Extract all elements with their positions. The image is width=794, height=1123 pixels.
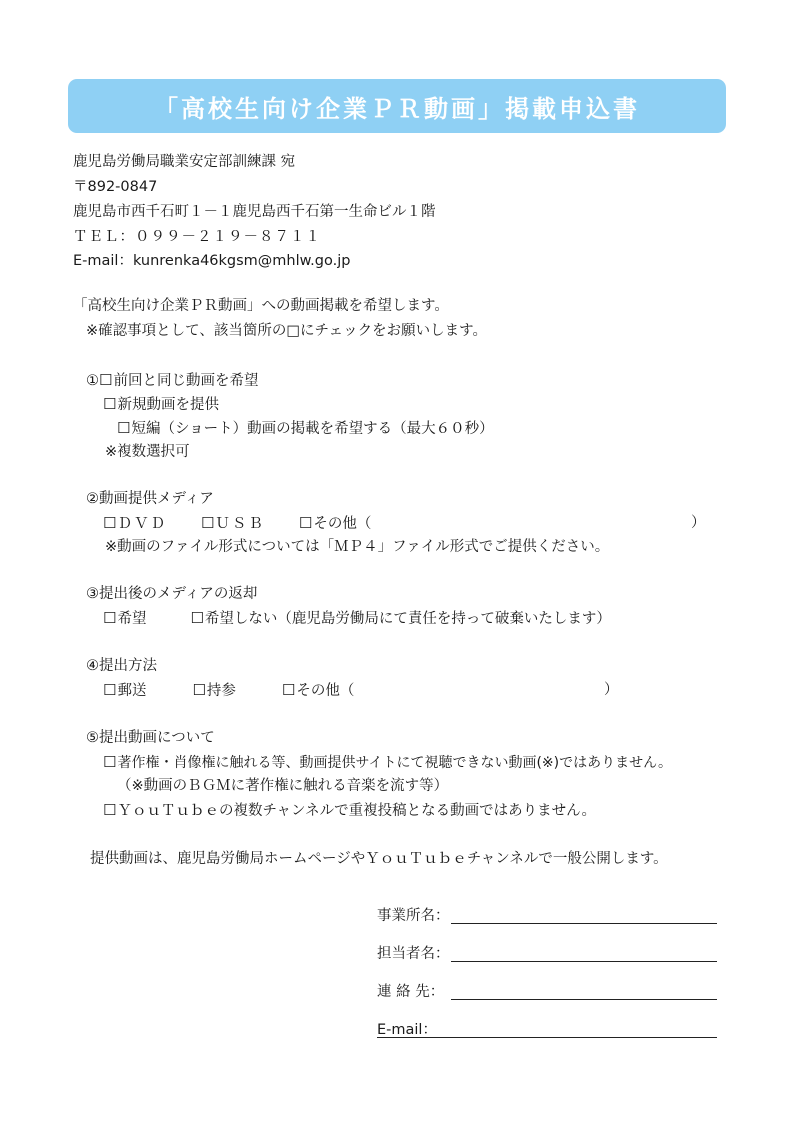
checkbox-icon[interactable]: ☐ (99, 371, 113, 389)
option-label: 郵送 (117, 683, 147, 699)
section2-options (103, 514, 371, 533)
company-name-line (451, 923, 717, 924)
checkbox-icon[interactable]: ☐ (103, 395, 117, 413)
checkbox-icon[interactable]: ☐ (117, 419, 131, 437)
option-other[interactable] (282, 683, 354, 699)
option-label: ＵＳＢ (215, 516, 265, 532)
street-address: 鹿児島市西千石町１－１鹿児島西千石第一生命ビル１階 (73, 204, 436, 220)
section3-options (103, 609, 611, 628)
option-usb[interactable] (201, 516, 265, 532)
section2-heading: ②動画提供メディア (86, 491, 214, 507)
option-label: その他（ (313, 516, 372, 532)
option-label: 希望しない（鹿児島労働局にて責任を持って破棄いたします） (204, 611, 611, 627)
option-mail[interactable] (103, 683, 146, 699)
section1-heading: ① (86, 373, 99, 389)
option-bring[interactable] (192, 683, 235, 699)
intro-line-1: 「高校生向け企業ＰＲ動画」への動画掲載を希望します。 (73, 298, 449, 314)
option-label: 希望 (117, 611, 147, 627)
option-return-yes[interactable] (103, 611, 146, 627)
section2-note: ※動画のファイル形式については「ＭＰ４」ファイル形式でご提供ください。 (105, 539, 610, 555)
section5-option-copyright[interactable] (103, 753, 672, 772)
checkbox-icon[interactable]: ☐ (190, 609, 204, 627)
section1-option-previous[interactable] (86, 371, 258, 390)
checkbox-icon[interactable]: ☐ (103, 753, 117, 771)
section4-options (103, 681, 354, 700)
contact-line (451, 999, 717, 1000)
option-label: ＹｏｕＴｕｂｅの複数チャンネルで重複投稿となる動画ではありません。 (117, 803, 596, 819)
email-field[interactable] (377, 1018, 717, 1040)
section4-other-close: ） (604, 682, 619, 698)
option-label: 短編（ショート）動画の掲載を希望する（最大６０秒） (131, 421, 494, 437)
section1-option-short[interactable] (117, 419, 494, 438)
option-other[interactable] (299, 516, 371, 532)
title-banner (68, 79, 726, 133)
company-name-label: 事業所名： (377, 908, 450, 924)
section3-heading: ③提出後のメディアの返却 (86, 586, 258, 602)
section5-heading: ⑤提出動画について (86, 730, 215, 746)
section1-note: ※複数選択可 (105, 444, 190, 460)
section5-note: （※動画のＢＧＭに著作権に触れる音楽を流す等） (117, 778, 449, 794)
contact-email: E-mail：kunrenka46kgsm@mhlw.go.jp (73, 253, 351, 269)
option-label: 新規動画を提供 (117, 397, 219, 413)
checkbox-icon[interactable]: ☐ (103, 681, 117, 699)
checkbox-icon[interactable]: ☐ (103, 609, 117, 627)
option-return-no[interactable] (190, 611, 610, 627)
checkbox-icon[interactable]: ☐ (103, 514, 117, 532)
option-label: その他（ (296, 683, 355, 699)
checkbox-icon[interactable]: ☐ (192, 681, 206, 699)
checkbox-icon[interactable]: ☐ (298, 514, 313, 532)
postal-code: 〒892-0847 (73, 179, 158, 195)
company-name-field[interactable] (377, 904, 717, 926)
checkbox-icon[interactable]: ☐ (281, 681, 296, 699)
email-label: E-mail： (377, 1022, 437, 1038)
option-label: 前回と同じ動画を希望 (113, 373, 259, 389)
checkbox-icon[interactable]: ☐ (103, 801, 117, 819)
contact-field[interactable] (377, 980, 717, 1002)
intro-line-2: ※確認事項として、該当箇所の□にチェックをお願いします。 (86, 323, 487, 339)
section5-option-duplicate[interactable] (103, 801, 596, 820)
person-name-label: 担当者名： (377, 946, 450, 962)
checkbox-icon[interactable]: ☐ (200, 514, 215, 532)
option-dvd[interactable] (103, 516, 167, 532)
contact-label: 連 絡 先： (377, 984, 445, 1000)
section4-heading: ④提出方法 (86, 658, 157, 674)
email-line (377, 1037, 717, 1038)
telephone: ＴＥＬ：０９９－２１９－８７１１ (73, 229, 321, 245)
section2-other-close: ） (691, 515, 706, 531)
option-label: ＤＶＤ (117, 516, 167, 532)
person-name-line (451, 961, 717, 962)
option-label: 著作権・肖像権に触れる等、動画提供サイトにて視聴できない動画(※)ではありません。 (117, 755, 672, 771)
option-label: 持参 (206, 683, 236, 699)
form-title: 「高校生向け企業ＰＲ動画」掲載申込書 (154, 94, 640, 123)
recipient: 鹿児島労働局職業安定部訓練課 宛 (73, 154, 296, 170)
section1-option-new[interactable] (103, 395, 219, 414)
publication-note: 提供動画は、鹿児島労働局ホームページやＹｏｕＴｕｂｅチャンネルで一般公開します。 (90, 851, 668, 867)
person-name-field[interactable] (377, 942, 717, 964)
